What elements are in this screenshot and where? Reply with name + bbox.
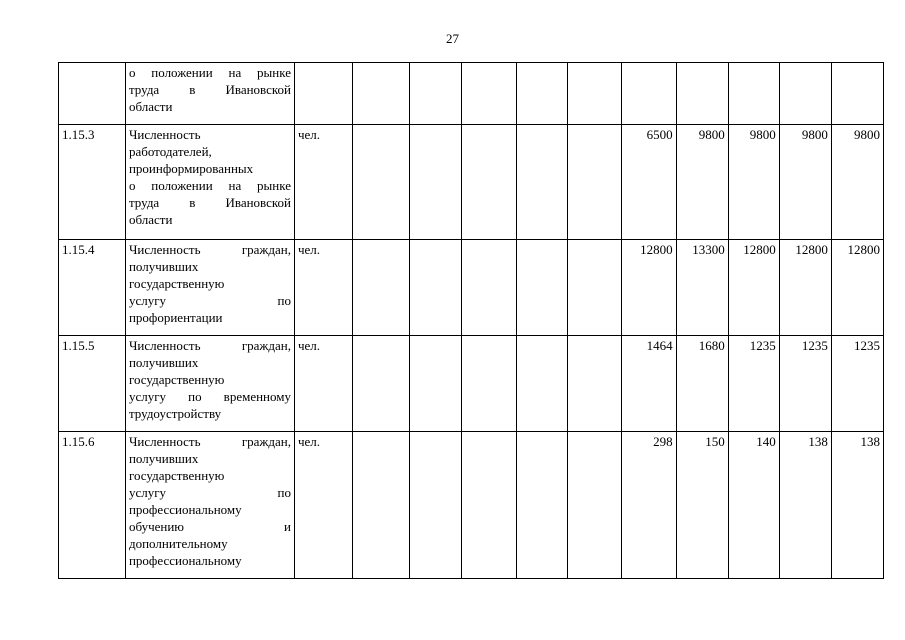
- empty-cell: [353, 240, 409, 336]
- indicator-name-line: получивших: [128, 451, 199, 466]
- indicator-name-line: получивших: [128, 259, 199, 274]
- empty-cell: [568, 432, 622, 579]
- empty-cell: [461, 240, 516, 336]
- empty-cell: [409, 125, 461, 240]
- indicator-name-line: труда в Ивановской: [128, 82, 291, 97]
- indicator-name-line: получивших: [128, 355, 199, 370]
- table-row: [59, 125, 884, 240]
- value-cell: 13300: [676, 240, 728, 336]
- indicator-name-cell: [125, 336, 294, 432]
- indicator-name-line: услугу по: [128, 293, 291, 308]
- indicator-name-cell: [125, 432, 294, 579]
- indicators-table: [58, 62, 884, 579]
- value-cell: 1680: [676, 336, 728, 432]
- empty-cell: [461, 125, 516, 240]
- table-body: [59, 63, 884, 579]
- indicator-name-line: о положении на рынке: [128, 178, 291, 193]
- indicator-name-line: области: [128, 99, 173, 114]
- empty-cell: [568, 125, 622, 240]
- value-cell: 150: [676, 432, 728, 579]
- empty-cell: [517, 432, 568, 579]
- unit-cell: чел.: [295, 125, 353, 240]
- empty-cell: [517, 336, 568, 432]
- empty-cell: [353, 432, 409, 579]
- indicator-name-line: Численность граждан,: [128, 434, 291, 449]
- indicator-name-line: профориентации: [128, 310, 223, 325]
- value-cell: 1235: [831, 336, 883, 432]
- empty-cell: [461, 63, 516, 125]
- value-cell: 298: [622, 432, 676, 579]
- indicator-name-line: государственную: [128, 372, 225, 387]
- value-cell: 9800: [779, 125, 831, 240]
- empty-cell: [568, 336, 622, 432]
- unit-cell: чел.: [295, 336, 353, 432]
- indicator-name-line: обучению и: [128, 519, 291, 534]
- empty-cell: [409, 63, 461, 125]
- indicator-name-line: государственную: [128, 276, 225, 291]
- value-cell: 6500: [622, 125, 676, 240]
- value-cell: 9800: [728, 125, 779, 240]
- empty-cell: [461, 336, 516, 432]
- indicator-name-line: Численность: [128, 127, 201, 142]
- indicator-name-line: государственную: [128, 468, 225, 483]
- indicator-name-line: работодателей,: [128, 144, 212, 159]
- empty-cell: [353, 336, 409, 432]
- empty-cell: [353, 125, 409, 240]
- value-cell: 12800: [728, 240, 779, 336]
- value-cell: [728, 63, 779, 125]
- value-cell: 9800: [831, 125, 883, 240]
- value-cell: [831, 63, 883, 125]
- empty-cell: [517, 240, 568, 336]
- value-cell: 1464: [622, 336, 676, 432]
- indicator-name-line: проинформированных: [128, 161, 254, 176]
- empty-cell: [461, 432, 516, 579]
- value-cell: [622, 63, 676, 125]
- value-cell: 1235: [728, 336, 779, 432]
- value-cell: 12800: [779, 240, 831, 336]
- value-cell: 140: [728, 432, 779, 579]
- indicator-name-line: трудоустройству: [128, 406, 222, 421]
- table-row: [59, 432, 884, 579]
- table-row: [59, 240, 884, 336]
- empty-cell: [568, 63, 622, 125]
- table-row: [59, 63, 884, 125]
- unit-cell: чел.: [295, 432, 353, 579]
- value-cell: [676, 63, 728, 125]
- indicator-name-cell: [125, 240, 294, 336]
- value-cell: 138: [831, 432, 883, 579]
- indicator-name-line: услугу по временному: [128, 389, 291, 404]
- empty-cell: [517, 125, 568, 240]
- indicator-name-line: профессиональному: [128, 553, 242, 568]
- indicator-name-line: труда в Ивановской: [128, 195, 291, 210]
- row-number-cell: 1.15.3: [59, 125, 126, 240]
- value-cell: 138: [779, 432, 831, 579]
- row-number-cell: 1.15.6: [59, 432, 126, 579]
- empty-cell: [409, 336, 461, 432]
- indicator-name-line: области: [128, 212, 173, 227]
- indicator-name-line: дополнительному: [128, 536, 228, 551]
- empty-cell: [409, 240, 461, 336]
- value-cell: 9800: [676, 125, 728, 240]
- empty-cell: [517, 63, 568, 125]
- value-cell: 1235: [779, 336, 831, 432]
- indicator-name-cell: [125, 125, 294, 240]
- indicator-name-line: профессиональному: [128, 502, 242, 517]
- indicator-name-line: Численность граждан,: [128, 242, 291, 257]
- indicator-name-line: Численность граждан,: [128, 338, 291, 353]
- row-number-cell: 1.15.5: [59, 336, 126, 432]
- indicator-name-line: о положении на рынке: [128, 65, 291, 80]
- empty-cell: [409, 432, 461, 579]
- value-cell: [779, 63, 831, 125]
- empty-cell: [353, 63, 409, 125]
- value-cell: 12800: [622, 240, 676, 336]
- value-cell: 12800: [831, 240, 883, 336]
- indicator-name-line: услугу по: [128, 485, 291, 500]
- indicator-name-cell: [125, 63, 294, 125]
- empty-cell: [568, 240, 622, 336]
- unit-cell: [295, 63, 353, 125]
- row-number-cell: [59, 63, 126, 125]
- row-number-cell: 1.15.4: [59, 240, 126, 336]
- unit-cell: чел.: [295, 240, 353, 336]
- page-number: 27: [446, 31, 459, 46]
- table-row: [59, 336, 884, 432]
